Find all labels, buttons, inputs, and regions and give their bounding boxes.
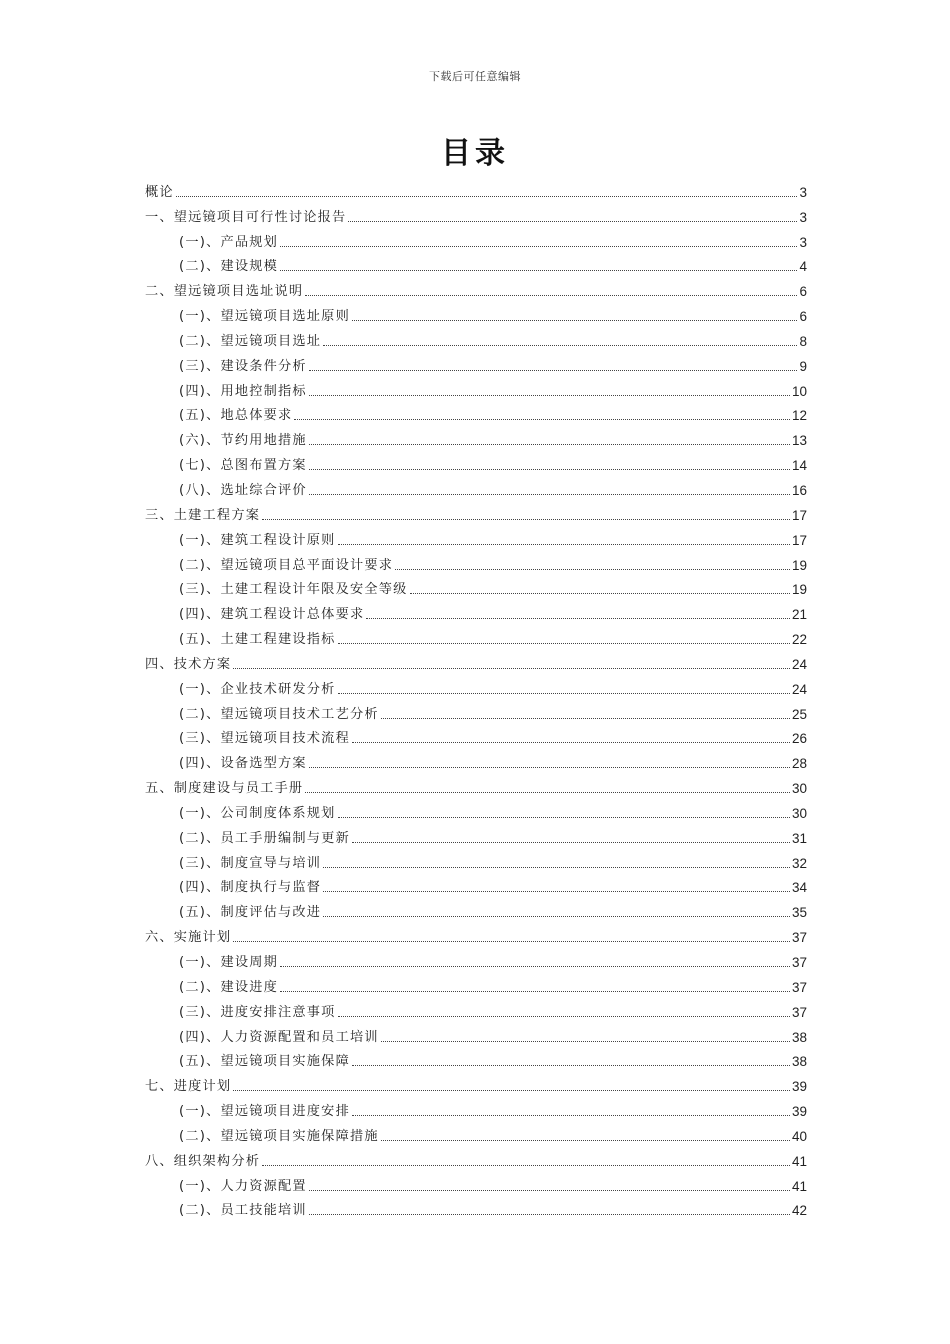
toc-entry-label: (一)、公司制度体系规划 [179, 805, 336, 821]
toc-entry-label: (四)、设备选型方案 [179, 756, 307, 772]
toc-subentry[interactable] [145, 474, 807, 499]
toc-page-number: 32 [791, 855, 807, 871]
toc-dot-leader [309, 1189, 790, 1191]
toc-page-number: 6 [799, 309, 807, 325]
toc-subentry[interactable] [145, 251, 807, 276]
toc-subentry[interactable] [145, 723, 807, 748]
toc-page-number: 12 [791, 408, 807, 424]
toc-dot-leader [366, 617, 790, 619]
toc-subentry[interactable] [145, 797, 807, 822]
toc-dot-leader [280, 269, 797, 271]
toc-page-number: 39 [791, 1079, 807, 1095]
toc-dot-leader [338, 816, 790, 818]
toc-page-number: 16 [791, 482, 807, 498]
toc-page-number: 38 [791, 1029, 807, 1045]
toc-subentry[interactable] [145, 1046, 807, 1071]
toc-subentry[interactable] [145, 623, 807, 648]
toc-dot-leader [280, 990, 790, 992]
toc-dot-leader [381, 717, 790, 719]
toc-page-number: 19 [791, 557, 807, 573]
toc-dot-leader [338, 692, 790, 694]
toc-entry-label: (五)、制度评估与改进 [179, 905, 322, 921]
toc-page-number: 37 [791, 1004, 807, 1020]
toc-entry[interactable] [145, 1145, 807, 1170]
toc-entry-label: 概论 [145, 184, 174, 200]
toc-page-number: 13 [791, 433, 807, 449]
toc-dot-leader [305, 791, 790, 793]
toc-entry[interactable] [145, 921, 807, 946]
toc-dot-leader [338, 543, 790, 545]
toc-page-number: 22 [791, 632, 807, 648]
toc-page-number: 9 [799, 358, 807, 374]
toc-dot-leader [280, 965, 790, 967]
toc-dot-leader [233, 667, 790, 669]
toc-dot-leader [352, 741, 790, 743]
toc-page-number: 25 [791, 706, 807, 722]
toc-dot-leader [352, 319, 798, 321]
toc-page-number: 10 [791, 383, 807, 399]
toc-entry-label: (二)、建设规模 [179, 259, 279, 275]
toc-page-number: 26 [791, 731, 807, 747]
toc-page-number: 37 [791, 979, 807, 995]
toc-entry-label: (四)、人力资源配置和员工培训 [179, 1029, 379, 1045]
toc-subentry[interactable] [145, 996, 807, 1021]
toc-page-number: 41 [791, 1178, 807, 1194]
toc-entry-label: 六、实施计划 [145, 930, 232, 946]
toc-subentry[interactable] [145, 1021, 807, 1046]
toc-entry-label: (六)、节约用地措施 [179, 433, 307, 449]
toc-dot-leader [348, 220, 797, 222]
toc-dot-leader [309, 468, 790, 470]
toc-entry-label: (三)、望远镜项目技术流程 [179, 731, 350, 747]
toc-dot-leader [323, 915, 790, 917]
toc-entry-label: (二)、望远镜项目技术工艺分析 [179, 706, 379, 722]
toc-dot-leader [381, 1040, 790, 1042]
toc-dot-leader [233, 940, 790, 942]
toc-page-number: 17 [791, 507, 807, 523]
toc-entry-label: 五、制度建设与员工手册 [145, 781, 304, 797]
toc-subentry[interactable] [145, 847, 807, 872]
toc-subentry[interactable] [145, 226, 807, 251]
toc-dot-leader [352, 1064, 790, 1066]
toc-page-number: 21 [791, 607, 807, 623]
toc-subentry[interactable] [145, 872, 807, 897]
toc-entry-label: (四)、制度执行与监督 [179, 880, 322, 896]
toc-subentry[interactable] [145, 1120, 807, 1145]
toc-entry[interactable] [145, 1070, 807, 1095]
toc-page-number: 34 [791, 880, 807, 896]
toc-page-number: 6 [799, 284, 807, 300]
toc-dot-leader [262, 1164, 790, 1166]
toc-page-number: 39 [791, 1104, 807, 1120]
toc-subentry[interactable] [145, 375, 807, 400]
toc-subentry[interactable] [145, 524, 807, 549]
toc-entry-label: 一、望远镜项目可行性讨论报告 [145, 209, 347, 225]
toc-page-number: 37 [791, 930, 807, 946]
toc-page-number: 35 [791, 905, 807, 921]
toc-subentry[interactable] [145, 896, 807, 921]
toc-dot-leader [176, 195, 798, 197]
toc-entry-label: (三)、建设条件分析 [179, 358, 307, 374]
toc-page-number: 8 [799, 333, 807, 349]
toc-entry-label: 二、望远镜项目选址说明 [145, 284, 304, 300]
toc-page-number: 37 [791, 955, 807, 970]
toc-subentry[interactable] [145, 325, 807, 350]
toc-page-number: 38 [791, 1054, 807, 1070]
toc-page-number: 28 [791, 756, 807, 772]
toc-subentry[interactable] [145, 971, 807, 996]
toc-dot-leader [280, 245, 797, 247]
toc-subentry[interactable] [145, 424, 807, 449]
toc-page-number: 31 [791, 830, 807, 846]
toc-entry-label: (五)、土建工程建设指标 [179, 632, 336, 648]
toc-entry-label: (二)、员工手册编制与更新 [179, 830, 350, 846]
toc-entry-label: 三、土建工程方案 [145, 507, 261, 523]
toc-subentry[interactable] [145, 747, 807, 772]
toc-page-number: 19 [791, 582, 807, 598]
toc-entry[interactable] [145, 499, 807, 524]
toc-entry-label: (二)、望远镜项目总平面设计要求 [179, 557, 394, 573]
toc-page-number: 3 [799, 209, 807, 225]
toc-entry-label: (四)、建筑工程设计总体要求 [179, 607, 365, 623]
toc-page-number: 24 [791, 681, 807, 697]
toc-entry-label: 四、技术方案 [145, 656, 232, 672]
toc-dot-leader [323, 344, 797, 346]
toc-entry-label: (一)、人力资源配置 [179, 1178, 307, 1194]
toc-entry[interactable] [145, 772, 807, 797]
toc-entry-label: (一)、建筑工程设计原则 [179, 532, 336, 548]
toc-dot-leader [381, 1139, 790, 1141]
toc-dot-leader [323, 890, 790, 892]
toc-page-number: 40 [791, 1128, 807, 1144]
header-note: 下载后可任意编辑 [429, 70, 521, 83]
toc-page-number: 3 [799, 184, 807, 200]
toc-dot-leader [323, 866, 790, 868]
toc-dot-leader [352, 841, 790, 843]
toc-entry-label: (三)、土建工程设计年限及安全等级 [179, 582, 408, 598]
toc-subentry[interactable] [145, 1170, 807, 1195]
toc-page-number: 30 [791, 805, 807, 821]
toc-entry-label: (二)、建设进度 [179, 979, 279, 995]
toc-dot-leader [309, 394, 790, 396]
toc-dot-leader [309, 493, 790, 495]
toc-entry-label: (一)、企业技术研发分析 [179, 681, 336, 697]
toc-entry-label: (三)、进度安排注意事项 [179, 1004, 336, 1020]
toc-entry-label: (七)、总图布置方案 [179, 458, 307, 474]
toc-dot-leader [294, 418, 790, 420]
toc-entry[interactable] [145, 275, 807, 300]
toc-entry-label: 八、组织架构分析 [145, 1153, 261, 1169]
toc-entry-label: (五)、望远镜项目实施保障 [179, 1054, 350, 1070]
toc-page-number: 14 [791, 458, 807, 474]
toc-subentry[interactable] [145, 300, 807, 325]
toc-subentry[interactable] [145, 400, 807, 425]
toc-dot-leader [338, 1015, 790, 1017]
toc-dot-leader [309, 369, 798, 371]
toc-subentry[interactable] [145, 1195, 807, 1220]
toc-page-number: 3 [799, 234, 807, 250]
toc-dot-leader [305, 294, 797, 296]
toc-subentry[interactable] [145, 449, 807, 474]
toc-entry-label: 七、进度计划 [145, 1079, 232, 1095]
toc-entry-label: (五)、地总体要求 [179, 408, 293, 424]
toc-entry-label: (一)、望远镜项目选址原则 [179, 309, 350, 325]
toc-page-number: 30 [791, 781, 807, 797]
toc-entry-label: (一)、产品规划 [179, 234, 279, 250]
toc-subentry[interactable] [145, 1095, 807, 1120]
toc-dot-leader [309, 443, 790, 445]
toc-page-number: 17 [791, 532, 807, 548]
toc-subentry[interactable] [145, 698, 807, 723]
toc-dot-leader [262, 518, 790, 520]
toc-entry-label: (一)、建设周期 [179, 955, 279, 970]
toc-dot-leader [309, 1213, 790, 1215]
page-title: 目录 [441, 136, 509, 171]
toc-entry[interactable] [145, 648, 807, 673]
toc-subentry[interactable] [145, 673, 807, 698]
toc-dot-leader [410, 592, 790, 594]
toc-dot-leader [395, 568, 790, 570]
toc-subentry[interactable] [145, 574, 807, 599]
toc-entry[interactable] [145, 176, 807, 201]
toc-dot-leader [309, 766, 790, 768]
table-of-contents [145, 176, 807, 1219]
toc-subentry[interactable] [145, 946, 807, 971]
toc-subentry[interactable] [145, 598, 807, 623]
toc-dot-leader [352, 1114, 790, 1116]
toc-dot-leader [233, 1089, 790, 1091]
toc-entry-label: (一)、望远镜项目进度安排 [179, 1104, 350, 1120]
toc-entry-label: (八)、选址综合评价 [179, 482, 307, 498]
toc-page-number: 4 [799, 259, 807, 275]
toc-page-number: 41 [791, 1153, 807, 1169]
toc-entry-label: (三)、制度宣导与培训 [179, 855, 322, 871]
toc-entry-label: (四)、用地控制指标 [179, 383, 307, 399]
toc-subentry[interactable] [145, 822, 807, 847]
toc-subentry[interactable] [145, 549, 807, 574]
toc-page-number: 24 [791, 656, 807, 672]
toc-subentry[interactable] [145, 350, 807, 375]
toc-entry-label: (二)、望远镜项目实施保障措施 [179, 1128, 379, 1144]
toc-entry-label: (二)、望远镜项目选址 [179, 333, 322, 349]
toc-entry-label: (二)、员工技能培训 [179, 1203, 307, 1219]
toc-entry[interactable] [145, 201, 807, 226]
toc-page-number: 42 [791, 1203, 807, 1219]
toc-dot-leader [338, 642, 790, 644]
